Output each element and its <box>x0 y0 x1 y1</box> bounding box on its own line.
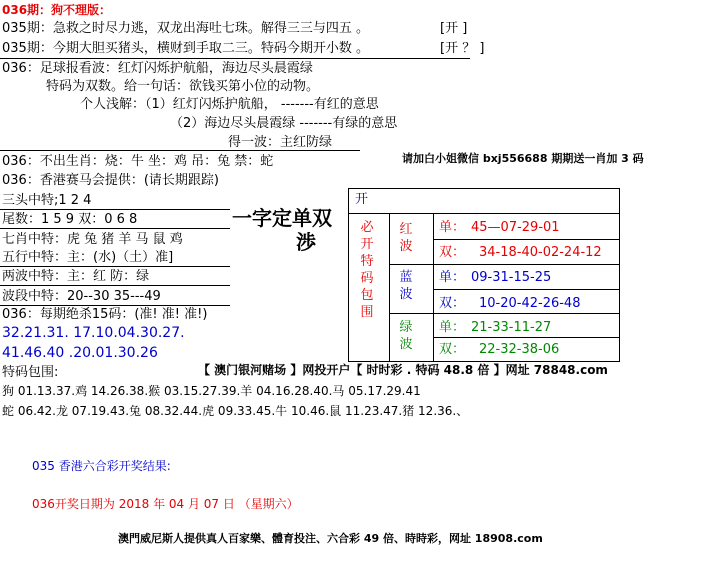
divider <box>433 337 619 338</box>
riddle-line-1: 036：足球报看波：红灯闪烁护航船，海边尽头晨霞绿 <box>2 61 313 76</box>
previous-riddle-bracket: [开 ] <box>440 21 468 36</box>
divider <box>0 228 230 229</box>
divider <box>0 266 230 267</box>
divider <box>0 209 230 210</box>
green-even-label: 双： <box>439 342 466 357</box>
wave-table <box>348 188 620 362</box>
seven-animals: 七肖中特：虎 兔 猪 羊 马 鼠 鸡 <box>2 232 183 247</box>
wave-segment: 波段中特：20--30 35---49 <box>2 289 161 304</box>
head-three: 三头中特;1 2 4 <box>2 193 92 208</box>
green-odd-numbers: 21-33-11-27 <box>471 320 552 335</box>
tail-numbers: 尾数：1 5 9 双：0 6 8 <box>2 212 138 227</box>
wechat-promo: 请加白小姐微信 bxj556688 期期送一肖加 3 码 <box>402 152 644 165</box>
open-label: 开 <box>355 192 369 207</box>
current-riddle-bracket: [开 ？ ] <box>440 41 485 56</box>
casino-ad: 【 澳门银河赌场 】网投开户【 时时彩 . 特码 48.8 倍 】网址 78848.com <box>198 363 608 377</box>
divider <box>389 313 619 314</box>
slogan-line-1: 一字定单双 <box>232 206 332 230</box>
two-waves: 两波中特：主：红 防：绿 <box>2 269 150 284</box>
blue-even-numbers: 10-20-42-26-48 <box>479 296 581 311</box>
hk-line: 036：香港赛马会提供：(请长期跟踪) <box>2 173 219 188</box>
red-odd-label: 单： <box>439 220 466 235</box>
red-even-numbers: 34-18-40-02-24-12 <box>479 245 602 260</box>
issue-title: 036期：狗不理版： <box>2 3 112 17</box>
five-elements: 五行中特：主：(水)（土）准] <box>2 250 174 265</box>
riddle-line-3: 个人浅解：（1）红灯闪烁护航船， -------有红的意思 <box>80 97 379 112</box>
green-odd-label: 单： <box>439 320 466 335</box>
green-wave-label: 绿波 <box>399 320 413 352</box>
divider <box>389 264 619 265</box>
side-label: 必开特码包围 <box>360 220 374 320</box>
blue-odd-numbers: 09-31-15-25 <box>471 270 552 285</box>
blue-odd-label: 单： <box>439 270 466 285</box>
kill-fifteen-title: 036：每期绝杀15码：(准! 准! 准!) <box>2 307 208 322</box>
divider <box>389 213 390 361</box>
divider <box>0 285 230 286</box>
divider <box>433 239 619 240</box>
red-odd-numbers: 45—07-29-01 <box>471 220 560 235</box>
divider <box>0 150 360 151</box>
zodiac-numbers-row-2: 蛇 06.42.龙 07.19.43.兔 08.32.44.虎 09.33.45.牛 10.46.鼠 11.23.47.猪 12.36.、 <box>2 404 469 418</box>
riddle-line-4: （2）海边尽头晨霞绿 -------有绿的意思 <box>170 116 398 131</box>
results-title: 035 香港六合彩开奖结果: <box>32 459 171 473</box>
blue-wave-label: 蓝波 <box>399 270 413 302</box>
red-wave-label: 红波 <box>399 222 413 254</box>
zodiac-line: 036：不出生肖：烧：牛 坐：鸡 吊：兔 禁：蛇 <box>2 154 274 169</box>
current-riddle-line: 035期：今期大胆买猪头，横财到手取二三。特码今期开小数 。 <box>2 41 369 56</box>
kill-numbers-2: 41.46.40 .20.01.30.26 <box>2 345 158 361</box>
blue-even-label: 双： <box>439 296 466 311</box>
zodiac-numbers-row-1: 狗 01.13.37.鸡 14.26.38.猴 03.15.27.39.羊 04.16.28.40.马 05.17.29.41 <box>2 384 421 398</box>
divider <box>433 289 619 290</box>
draw-date: 036开奖日期为 2018 年 04 月 07 日 （星期六） <box>32 497 299 511</box>
green-even-numbers: 22-32-38-06 <box>479 342 560 357</box>
footer-ad: 澳門威尼斯人提供真人百家樂、體育投注、六合彩 49 倍、時時彩，网址 18908.com <box>118 532 543 545</box>
riddle-line-2: 特码为双数。给一句话：欲钱买第小位的动物。 <box>46 79 320 94</box>
divider <box>0 58 470 59</box>
special-pack-label: 特码包围: <box>2 365 59 380</box>
red-even-label: 双： <box>439 245 466 260</box>
divider <box>433 213 434 361</box>
previous-riddle-line: 035期：急救之时尽力逃，双龙出海吐七珠。解得三三与四五 。 <box>2 21 369 36</box>
slogan-line-2: 渉 <box>296 230 316 254</box>
riddle-line-5: 得一波：主红防绿 <box>228 135 333 150</box>
kill-numbers-1: 32.21.31. 17.10.04.30.27. <box>2 325 185 341</box>
